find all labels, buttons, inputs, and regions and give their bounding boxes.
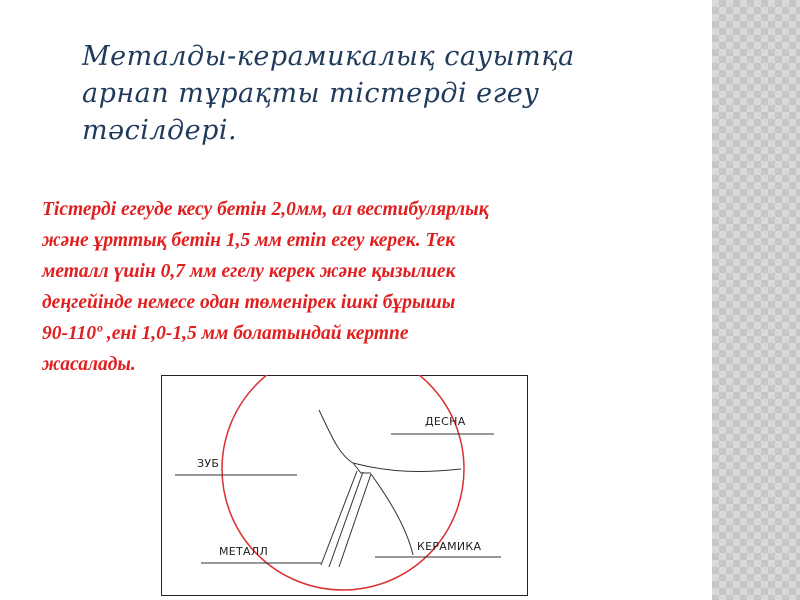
decorative-side-pattern xyxy=(712,0,800,600)
body-line: деңгейінде немесе одан төменірек ішкі бұрышы xyxy=(42,292,456,313)
diagram-drawing xyxy=(161,375,528,596)
body-line: және ұрттық бетін 1,5 мм етіп егеу керек. Тек xyxy=(42,230,456,251)
body-line: 90-110º ,ені 1,0-1,5 мм болатындай кертпе xyxy=(42,323,409,344)
slide-body-text xyxy=(42,194,682,380)
label-keramika: КЕРАМИКА xyxy=(417,540,482,553)
label-desna: ДЕСНА xyxy=(425,415,466,428)
body-line: Тістерді егеуде кесу бетін 2,0мм, ал вестибулярлық xyxy=(42,199,489,220)
slide-title: Металды-керамикалық сауытқа арнап тұрақты тістерді егеу тәсілдері. xyxy=(82,41,575,146)
label-zub: ЗУБ xyxy=(197,457,220,470)
body-line: жасалады. xyxy=(42,354,136,375)
label-metall: МЕТАЛЛ xyxy=(219,545,269,558)
tooth-preparation-diagram xyxy=(161,375,528,596)
body-line: металл үшін 0,7 мм егелу керек және қызылиек xyxy=(42,261,456,282)
